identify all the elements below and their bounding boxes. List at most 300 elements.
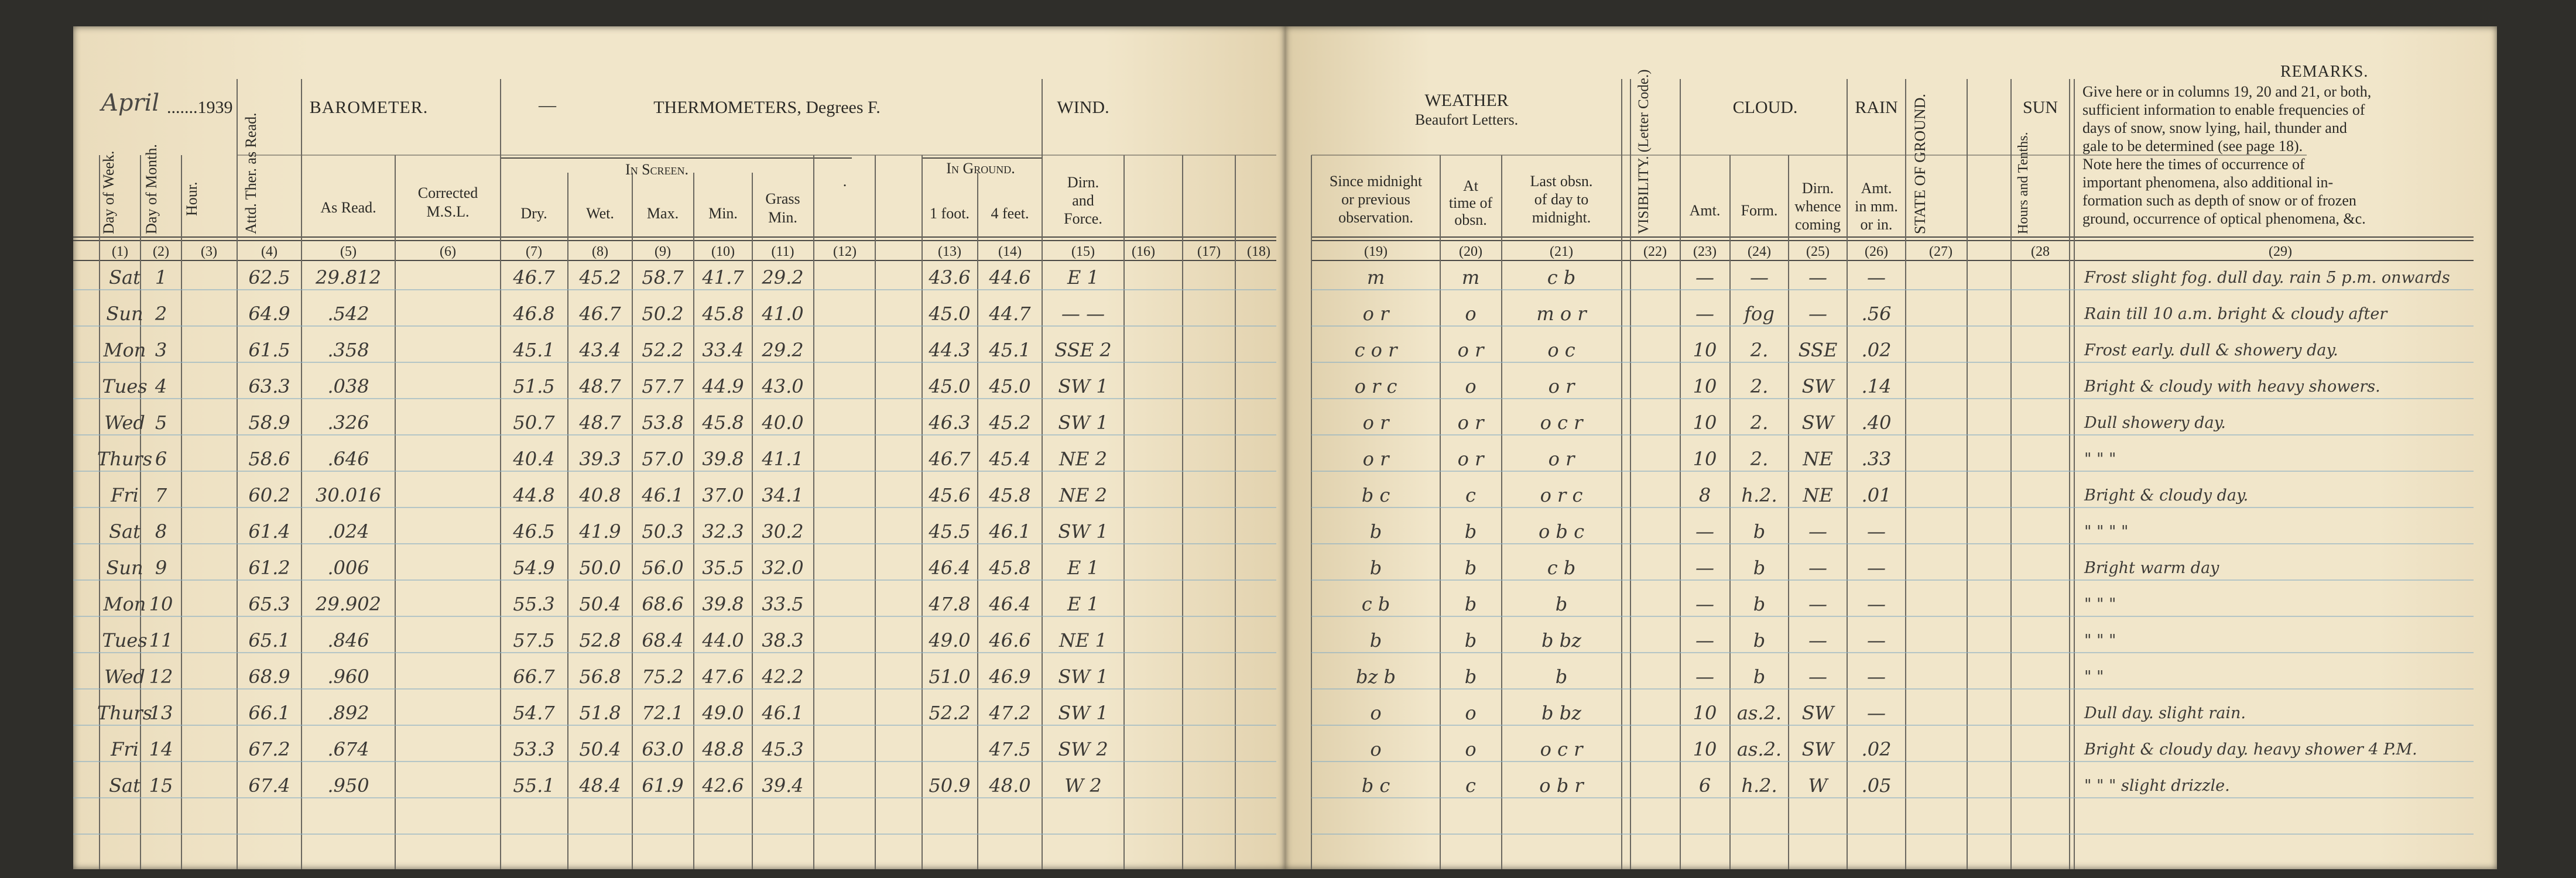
day-of-month-cell: 4 xyxy=(155,375,167,397)
cloud-whence-header: whence xyxy=(1794,198,1841,215)
dry-bulb-cell: 45.1 xyxy=(513,339,555,361)
grass-min-cell: 45.3 xyxy=(762,738,804,760)
ground-4ft-cell: 45.0 xyxy=(989,375,1031,397)
day-of-week-header: Day of Week. xyxy=(100,150,117,234)
day-of-week-cell: Tues xyxy=(102,375,148,397)
remarks-cell: Bright & cloudy with heavy showers. xyxy=(2084,378,2380,396)
column-number: (20) xyxy=(1459,244,1482,259)
wind-cell: SSE 2 xyxy=(1054,339,1112,361)
weather-last-cell: c b xyxy=(1547,557,1576,579)
remarks-instruction-line: Give here or in columns 19, 20 and 21, or both, xyxy=(2082,83,2372,100)
in-ground-header: In Ground. xyxy=(946,160,1015,177)
cloud-form-cell: as.2. xyxy=(1736,738,1782,760)
day-of-month-cell: 5 xyxy=(155,411,167,434)
ground-1ft-cell: 52.2 xyxy=(929,702,971,724)
column-number: (26) xyxy=(1865,244,1888,259)
dry-bulb-cell: 55.3 xyxy=(513,593,555,615)
force-header: Force. xyxy=(1064,210,1102,227)
cloud-coming-header: coming xyxy=(1795,216,1841,233)
at-obsn-header: obsn. xyxy=(1454,211,1487,228)
wet-bulb-cell: 50.0 xyxy=(579,557,621,579)
day-of-month-cell: 9 xyxy=(155,557,167,579)
since-midnight-header: Since midnight xyxy=(1329,173,1423,190)
dry-bulb-cell: 46.8 xyxy=(513,303,555,325)
ground-4ft-cell: 46.4 xyxy=(989,593,1031,615)
attd-ther-cell: 68.9 xyxy=(248,666,290,688)
ground-1ft-cell: 45.0 xyxy=(929,303,971,325)
cloud-amt-cell: 10 xyxy=(1693,702,1717,724)
grass-min-header: Min. xyxy=(768,209,797,226)
rain-amt-cell: .05 xyxy=(1861,774,1892,797)
sun-hours-header: Hours and Tenths. xyxy=(2016,132,2031,234)
last-day-header: of day to xyxy=(1534,191,1589,208)
wet-bulb-cell: 52.8 xyxy=(579,629,621,651)
column-number: (25) xyxy=(1806,244,1830,259)
cloud-form-cell: b xyxy=(1753,629,1766,651)
day-of-month-cell: 7 xyxy=(155,484,167,506)
min-temp-cell: 39.8 xyxy=(702,448,744,470)
column-number: (24) xyxy=(1748,244,1771,259)
weather-since-cell: o xyxy=(1370,738,1382,760)
day-of-week-cell: Sat xyxy=(109,266,141,289)
day-of-week-cell: Sun xyxy=(106,303,143,325)
wind-heading: WIND. xyxy=(1057,98,1109,117)
barometer-as-read-cell: .326 xyxy=(327,411,369,434)
day-of-week-cell: Mon xyxy=(103,339,146,361)
weather-subheading: Beaufort Letters. xyxy=(1414,111,1519,128)
max-temp-cell: 75.2 xyxy=(642,666,684,688)
ground-1ft-cell: 51.0 xyxy=(929,666,971,688)
max-temp-cell: 52.2 xyxy=(642,339,684,361)
four-feet-header: 4 feet. xyxy=(991,205,1029,222)
cloud-amt-cell: 10 xyxy=(1693,448,1717,470)
wind-cell: SW 1 xyxy=(1058,702,1108,724)
day-of-week-cell: Sat xyxy=(109,520,141,543)
cloud-form-cell: 2. xyxy=(1750,375,1769,397)
last-obsn-header: Last obsn. xyxy=(1530,173,1593,190)
max-temp-cell: 68.4 xyxy=(642,629,684,651)
column-number: (28 xyxy=(2031,244,2050,259)
weather-since-cell: b c xyxy=(1361,484,1390,506)
grass-min-cell: 30.2 xyxy=(762,520,804,543)
remarks-cell: " " xyxy=(2084,668,2104,686)
min-temp-cell: 35.5 xyxy=(702,557,744,579)
one-foot-header: 1 foot. xyxy=(930,205,970,222)
month-handwritten: April xyxy=(101,90,160,116)
rain-heading: RAIN xyxy=(1855,98,1898,117)
day-of-month-cell: 11 xyxy=(149,629,173,651)
sun-heading: SUN xyxy=(2022,98,2058,117)
max-temp-cell: 57.7 xyxy=(642,375,684,397)
weather-at-cell: o r xyxy=(1457,411,1484,434)
column-number: (8) xyxy=(592,244,608,259)
wind-cell: — — xyxy=(1061,303,1105,325)
grass-min-cell: 42.2 xyxy=(762,666,804,688)
cloud-form-cell: — xyxy=(1750,266,1769,289)
weather-last-cell: o c r xyxy=(1540,738,1583,760)
day-of-month-cell: 3 xyxy=(155,339,167,361)
day-of-week-cell: Fri xyxy=(111,484,139,506)
max-temp-cell: 63.0 xyxy=(642,738,684,760)
max-header: Max. xyxy=(646,205,679,222)
wind-cell: SW 2 xyxy=(1058,738,1108,760)
dry-bulb-cell: 40.4 xyxy=(513,448,555,470)
remarks-cell: Dull day. slight rain. xyxy=(2084,704,2246,722)
remarks-instructions xyxy=(2082,83,2371,228)
day-of-month-cell: 13 xyxy=(149,702,173,724)
attd-ther-cell: 61.2 xyxy=(248,557,290,579)
cloud-amt-cell: 10 xyxy=(1693,375,1717,397)
min-temp-cell: 44.9 xyxy=(702,375,744,397)
ground-4ft-cell: 46.6 xyxy=(989,629,1031,651)
rain-amt-cell: — xyxy=(1867,593,1886,615)
attd-ther-cell: 64.9 xyxy=(248,303,290,325)
rain-amt-cell: — xyxy=(1867,557,1886,579)
weather-since-cell: o r xyxy=(1362,303,1389,325)
weather-last-cell: o b r xyxy=(1539,774,1584,797)
wind-cell: SW 1 xyxy=(1058,375,1108,397)
day-of-week-cell: Wed xyxy=(104,666,145,688)
remarks-cell: Bright & cloudy day. heavy shower 4 P.M. xyxy=(2084,740,2417,759)
weather-at-cell: b xyxy=(1464,629,1477,651)
ground-4ft-cell: 47.2 xyxy=(989,702,1031,724)
ground-1ft-cell: 45.6 xyxy=(929,484,971,506)
wet-bulb-cell: 50.4 xyxy=(579,593,621,615)
barometer-as-read-cell: .950 xyxy=(327,774,369,797)
day-of-week-cell: Thurs xyxy=(97,448,153,470)
barometer-as-read-cell: .674 xyxy=(327,738,369,760)
cloud-amt-cell: — xyxy=(1695,520,1714,543)
day-of-month-cell: 1 xyxy=(155,266,167,289)
grass-min-cell: 38.3 xyxy=(762,629,804,651)
wet-bulb-cell: 39.3 xyxy=(579,448,621,470)
weather-at-cell: b xyxy=(1464,557,1477,579)
cloud-amt-cell: 6 xyxy=(1698,774,1711,797)
weather-since-cell: o xyxy=(1370,702,1382,724)
remarks-cell: Frost slight fog. dull day. rain 5 p.m. onwards xyxy=(2084,269,2450,287)
min-temp-cell: 47.6 xyxy=(702,666,744,688)
wind-cell: NE 2 xyxy=(1059,484,1107,506)
attd-ther-cell: 61.5 xyxy=(248,339,290,361)
wind-cell: E 1 xyxy=(1067,266,1099,289)
ground-1ft-cell: 45.0 xyxy=(929,375,971,397)
ground-4ft-cell: 46.1 xyxy=(989,520,1031,543)
wind-cell: NE 2 xyxy=(1059,448,1107,470)
weather-since-cell: o r c xyxy=(1354,375,1397,397)
weather-at-cell: o r xyxy=(1457,339,1484,361)
remarks-cell: Dull showery day. xyxy=(2084,414,2226,432)
ground-1ft-cell: 45.5 xyxy=(929,520,971,543)
column-number: (11) xyxy=(771,244,794,259)
cloud-dirn-cell: — xyxy=(1808,666,1827,688)
remarks-cell: " " " xyxy=(2084,450,2116,468)
wind-cell: SW 1 xyxy=(1058,666,1108,688)
cloud-heading: CLOUD. xyxy=(1732,98,1798,117)
min-temp-cell: 48.8 xyxy=(702,738,744,760)
weather-last-cell: o r xyxy=(1548,375,1575,397)
grass-min-cell: 41.0 xyxy=(762,303,804,325)
remarks-instruction-line: Note here the times of occurrence of xyxy=(2082,156,2305,173)
wind-cell: E 1 xyxy=(1067,593,1099,615)
barometer-as-read-cell: .024 xyxy=(327,520,369,543)
cloud-dirn-cell: — xyxy=(1808,557,1827,579)
wet-bulb-cell: 46.7 xyxy=(579,303,621,325)
barometer-as-read-cell: .646 xyxy=(327,448,369,470)
day-of-week-cell: Mon xyxy=(103,593,146,615)
weather-at-cell: o xyxy=(1465,738,1477,760)
weather-since-cell: o r xyxy=(1362,448,1389,470)
wet-bulb-cell: 48.4 xyxy=(579,774,621,797)
cloud-form-cell: b xyxy=(1753,593,1766,615)
cloud-dirn-cell: — xyxy=(1808,303,1827,325)
remarks-cell: Bright & cloudy day. xyxy=(2084,486,2249,505)
weather-last-cell: o r c xyxy=(1540,484,1583,506)
wind-cell: SW 1 xyxy=(1058,520,1108,543)
weather-last-cell: b bz xyxy=(1542,629,1581,651)
barometer-as-read-cell: .846 xyxy=(327,629,369,651)
wind-cell: W 2 xyxy=(1064,774,1102,797)
wet-bulb-cell: 45.2 xyxy=(579,266,621,289)
column-number: (18) xyxy=(1247,244,1270,259)
dry-bulb-cell: 55.1 xyxy=(513,774,555,797)
barometer-as-read-cell: .542 xyxy=(327,303,369,325)
heading-dash: — xyxy=(539,95,556,115)
weather-last-cell: b xyxy=(1555,666,1568,688)
dry-bulb-cell: 53.3 xyxy=(513,738,555,760)
weather-at-cell: c xyxy=(1465,484,1476,506)
ground-4ft-cell: 45.8 xyxy=(989,484,1031,506)
remarks-cell: " " " xyxy=(2084,632,2116,650)
weather-since-cell: c o r xyxy=(1354,339,1397,361)
cloud-amt-cell: — xyxy=(1695,629,1714,651)
remarks-heading: REMARKS. xyxy=(2280,63,2369,81)
ground-1ft-cell: 47.8 xyxy=(929,593,971,615)
min-temp-cell: 39.8 xyxy=(702,593,744,615)
dry-header: Dry. xyxy=(520,205,547,222)
cloud-form-cell: fog xyxy=(1744,303,1775,325)
weather-at-cell: b xyxy=(1464,666,1477,688)
wet-header: Wet. xyxy=(586,205,614,222)
wet-bulb-cell: 40.8 xyxy=(579,484,621,506)
msl-header: M.S.L. xyxy=(426,203,470,220)
min-temp-cell: 37.0 xyxy=(702,484,744,506)
cloud-form-cell: h.2. xyxy=(1741,484,1777,506)
rain-amt-cell: .02 xyxy=(1861,738,1892,760)
grass-header: Grass xyxy=(765,190,800,207)
weather-last-cell: o r xyxy=(1548,448,1575,470)
rain-amt-cell: — xyxy=(1867,666,1886,688)
corrected-header: Corrected xyxy=(417,184,478,201)
cloud-amt-cell: — xyxy=(1695,266,1714,289)
cloud-amt-cell: 10 xyxy=(1693,411,1717,434)
day-of-week-cell: Tues xyxy=(102,629,148,651)
cloud-form-cell: 2. xyxy=(1750,448,1769,470)
weather-since-cell: o r xyxy=(1362,411,1389,434)
wet-bulb-cell: 51.8 xyxy=(579,702,621,724)
max-temp-cell: 61.9 xyxy=(642,774,684,797)
column-number: (15) xyxy=(1071,244,1095,259)
column-number: (22) xyxy=(1643,244,1667,259)
cloud-dirn-cell: SSE xyxy=(1798,339,1838,361)
min-header: Min. xyxy=(708,205,738,222)
wet-bulb-cell: 48.7 xyxy=(579,375,621,397)
ground-4ft-cell: 47.5 xyxy=(989,738,1031,760)
weather-since-cell: c b xyxy=(1361,593,1390,615)
weather-at-cell: o r xyxy=(1457,448,1484,470)
rain-amt-cell: .56 xyxy=(1861,303,1892,325)
attd-ther-cell: 66.1 xyxy=(248,702,290,724)
ground-4ft-cell: 45.8 xyxy=(989,557,1031,579)
grass-min-cell: 34.1 xyxy=(762,484,804,506)
cloud-dirn-cell: — xyxy=(1808,629,1827,651)
wind-cell: NE 1 xyxy=(1059,629,1107,651)
column-number: (10) xyxy=(711,244,735,259)
in-screen-header: In Screen. xyxy=(625,161,689,178)
ground-4ft-cell: 45.2 xyxy=(989,411,1031,434)
grass-min-cell: 39.4 xyxy=(762,774,804,797)
day-of-month-header: Day of Month. xyxy=(143,144,160,234)
dirn-header: Dirn. xyxy=(1067,174,1099,191)
cloud-dirn-cell: — xyxy=(1808,520,1827,543)
remarks-instruction-line: sufficient information to enable frequencies of xyxy=(2082,101,2365,118)
weather-since-cell: b c xyxy=(1361,774,1390,797)
min-temp-cell: 45.8 xyxy=(702,303,744,325)
max-temp-cell: 46.1 xyxy=(642,484,684,506)
grass-min-cell: 29.2 xyxy=(762,266,804,289)
day-of-week-cell: Fri xyxy=(111,738,139,760)
ground-4ft-cell: 44.7 xyxy=(989,303,1031,325)
weather-at-cell: m xyxy=(1461,266,1480,289)
rain-amt-cell: — xyxy=(1867,266,1886,289)
cloud-amt-cell: — xyxy=(1695,557,1714,579)
barometer-as-read-cell: .006 xyxy=(327,557,369,579)
cloud-dirn-cell: SW xyxy=(1801,738,1834,760)
wet-bulb-cell: 43.4 xyxy=(579,339,621,361)
column-number: (7) xyxy=(526,244,542,259)
cloud-dirn-cell: NE xyxy=(1803,448,1833,470)
rain-amt-cell: .14 xyxy=(1861,375,1892,397)
day-of-week-cell: Thurs xyxy=(97,702,153,724)
weather-at-cell: o xyxy=(1465,303,1477,325)
dry-bulb-cell: 46.7 xyxy=(513,266,555,289)
cloud-dirn-cell: SW xyxy=(1801,411,1834,434)
remarks-instruction-line: days of snow, snow lying, hail, thunder and xyxy=(2082,119,2347,136)
column-number: (5) xyxy=(340,244,357,259)
weather-last-cell: m o r xyxy=(1536,303,1587,325)
cloud-amt-cell: 10 xyxy=(1693,738,1717,760)
column-number: (14) xyxy=(998,244,1022,259)
weather-since-cell: bz b xyxy=(1356,666,1396,688)
weather-last-cell: o c r xyxy=(1540,411,1583,434)
grass-min-cell: 32.0 xyxy=(762,557,804,579)
attd-ther-cell: 67.4 xyxy=(248,774,290,797)
wind-cell: E 1 xyxy=(1067,557,1099,579)
cloud-amt-cell: 8 xyxy=(1698,484,1711,506)
rain-amt-cell: .01 xyxy=(1861,484,1892,506)
grass-min-cell: 29.2 xyxy=(762,339,804,361)
weather-last-cell: o c xyxy=(1547,339,1575,361)
min-temp-cell: 33.4 xyxy=(702,339,744,361)
state-of-ground-header: STATE OF GROUND. xyxy=(1912,94,1928,234)
column-number: (29) xyxy=(2269,244,2292,259)
ground-4ft-cell: 46.9 xyxy=(989,666,1031,688)
wet-bulb-cell: 56.8 xyxy=(579,666,621,688)
column-number: (19) xyxy=(1364,244,1388,259)
column-number: (17) xyxy=(1197,244,1221,259)
rain-amt-cell: — xyxy=(1867,702,1886,724)
day-of-month-cell: 8 xyxy=(155,520,167,543)
column-number: (2) xyxy=(153,244,169,259)
attd-ther-cell: 58.6 xyxy=(248,448,290,470)
rain-amt-header: Amt. xyxy=(1861,180,1892,197)
max-temp-cell: 50.2 xyxy=(642,303,684,325)
ground-4ft-cell: 45.1 xyxy=(989,339,1031,361)
cloud-dirn-cell: NE xyxy=(1803,484,1833,506)
remarks-cell: Bright warm day xyxy=(2084,559,2219,577)
ground-1ft-cell: 43.6 xyxy=(929,266,971,289)
day-of-week-cell: Sat xyxy=(109,774,141,797)
remarks-cell: " " " xyxy=(2084,595,2116,613)
cloud-form-cell: b xyxy=(1753,557,1766,579)
day-of-month-cell: 14 xyxy=(149,738,173,760)
min-temp-cell: 45.8 xyxy=(702,411,744,434)
dry-bulb-cell: 51.5 xyxy=(513,375,555,397)
cloud-amt-cell: — xyxy=(1695,593,1714,615)
since-observation-header: observation. xyxy=(1338,209,1413,226)
weather-at-cell: b xyxy=(1464,520,1477,543)
weather-since-cell: b xyxy=(1369,629,1382,651)
column-number: (6) xyxy=(440,244,456,259)
column-number: (9) xyxy=(655,244,671,259)
max-temp-cell: 50.3 xyxy=(642,520,684,543)
barometer-as-read-cell: .358 xyxy=(327,339,369,361)
day-of-month-cell: 6 xyxy=(155,448,167,470)
weather-last-cell: c b xyxy=(1547,266,1576,289)
ground-1ft-cell: 44.3 xyxy=(929,339,971,361)
attd-ther-cell: 63.3 xyxy=(248,375,290,397)
attd-ther-cell: 60.2 xyxy=(248,484,290,506)
remarks-cell: Frost early. dull & showery day. xyxy=(2084,341,2338,359)
cloud-form-cell: h.2. xyxy=(1741,774,1777,797)
dot-mark: . xyxy=(842,173,847,190)
ground-1ft-cell: 46.4 xyxy=(929,557,971,579)
column-number: (13) xyxy=(938,244,961,259)
grass-min-cell: 41.1 xyxy=(762,448,804,470)
grass-min-cell: 33.5 xyxy=(762,593,804,615)
rain-amt-cell: — xyxy=(1867,629,1886,651)
dry-bulb-cell: 46.5 xyxy=(513,520,555,543)
cloud-form-cell: b xyxy=(1753,520,1766,543)
weather-at-cell: o xyxy=(1465,702,1477,724)
ground-1ft-cell: 46.7 xyxy=(929,448,971,470)
cloud-dirn-header: Dirn. xyxy=(1801,180,1834,197)
left-page xyxy=(73,26,1285,869)
grass-min-cell: 46.1 xyxy=(762,702,804,724)
day-of-month-cell: 12 xyxy=(149,666,173,688)
day-of-week-cell: Sun xyxy=(106,557,143,579)
weather-last-cell: b xyxy=(1555,593,1568,615)
attd-ther-cell: 62.5 xyxy=(248,266,290,289)
day-of-week-cell: Wed xyxy=(104,411,145,434)
min-temp-cell: 49.0 xyxy=(702,702,744,724)
dry-bulb-cell: 57.5 xyxy=(513,629,555,651)
ground-1ft-cell: 46.3 xyxy=(929,411,971,434)
day-of-month-cell: 2 xyxy=(155,303,167,325)
cloud-form-cell: as.2. xyxy=(1736,702,1782,724)
column-number: (4) xyxy=(261,244,278,259)
day-of-month-cell: 10 xyxy=(149,593,173,615)
column-number: (16) xyxy=(1132,244,1155,259)
